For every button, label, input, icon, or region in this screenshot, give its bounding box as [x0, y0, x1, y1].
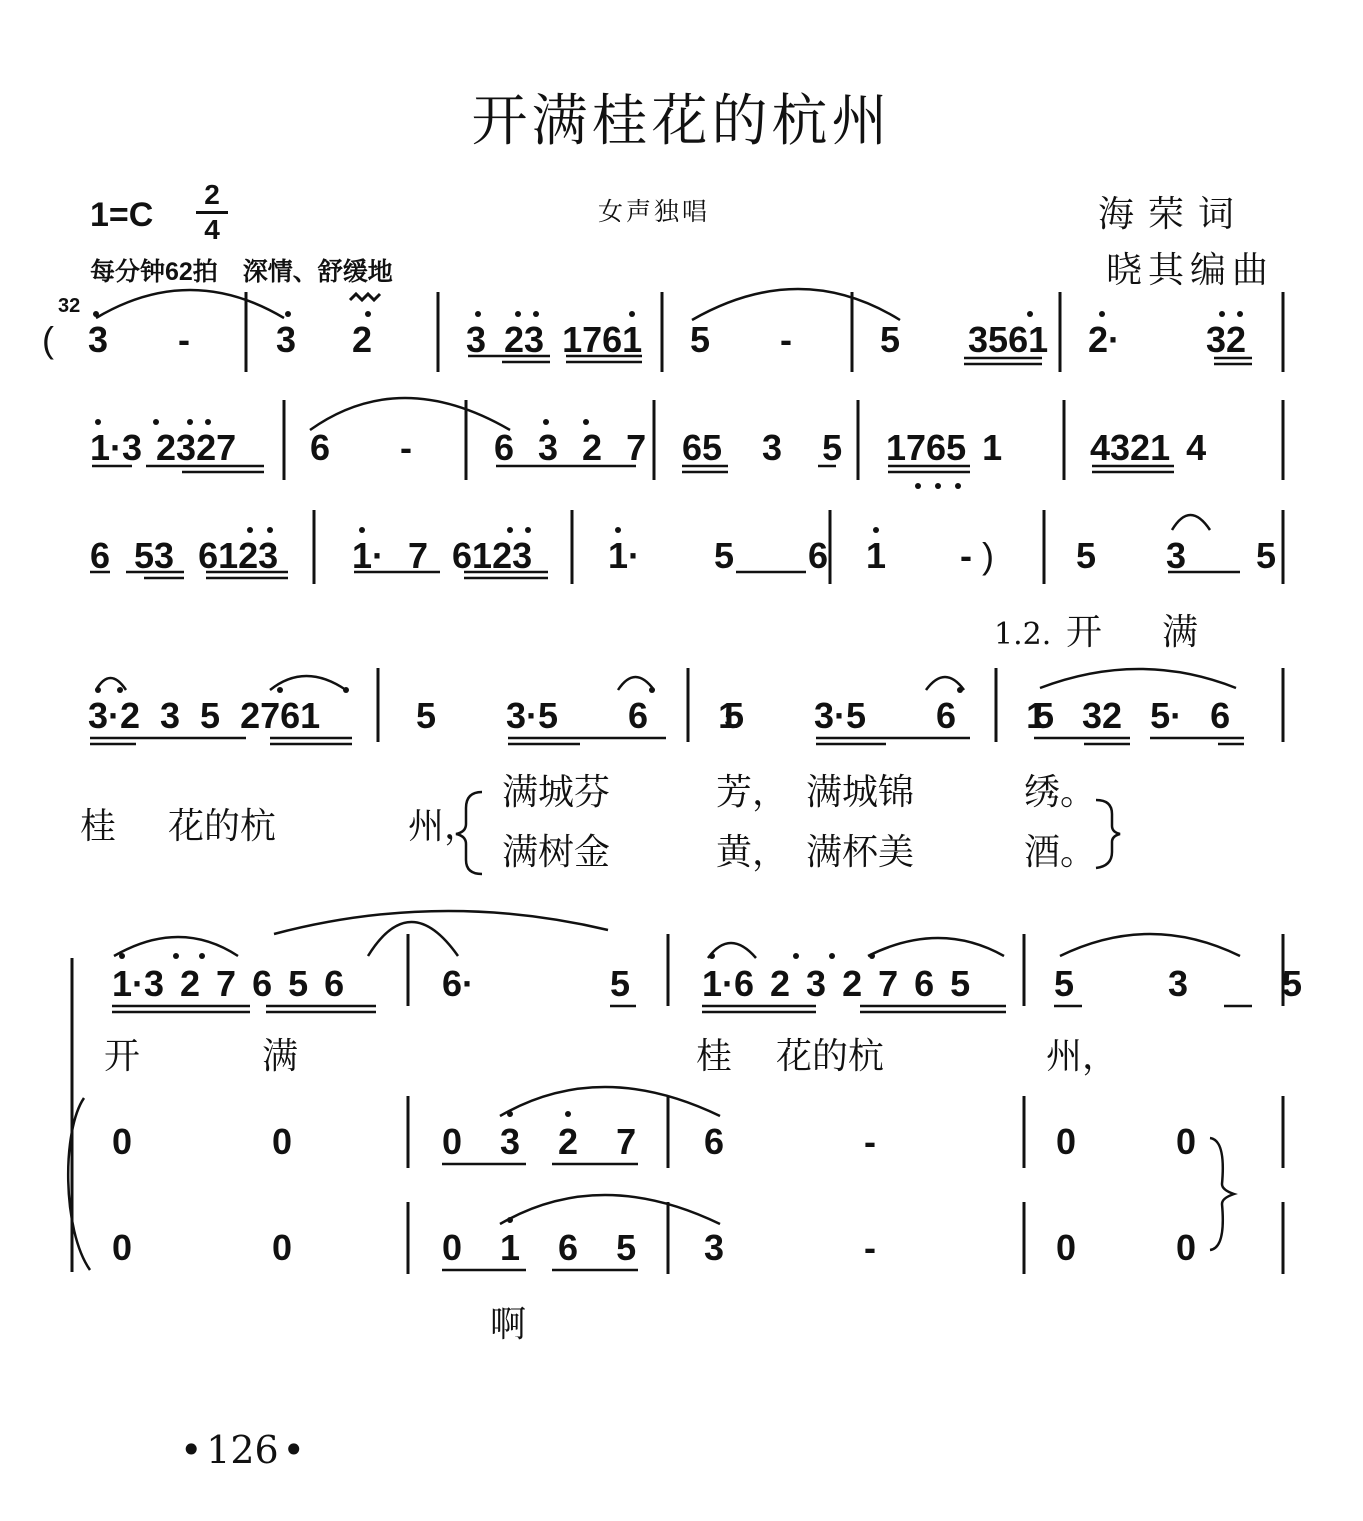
measure-15: 1· 5 6	[608, 535, 829, 576]
measure-18: 3·2 3 5 2761	[88, 695, 321, 736]
lyric-kai-2: 开	[104, 1036, 141, 1077]
line-5	[104, 963, 1302, 1345]
measure-3: 3 23 1761	[466, 319, 643, 360]
verse2-lyric-1: 满树金	[502, 832, 611, 873]
line-3	[90, 535, 1276, 653]
measure-9: 6 3 2 7	[494, 427, 647, 468]
lyric-huadehang-2: 花的杭	[776, 1036, 885, 1077]
measure-22: 1·3 2 7 6 5 6	[112, 963, 345, 1004]
harmony-upper-m1: 0 0	[112, 1121, 293, 1162]
harmony-lower-m4: 0 0	[1056, 1227, 1197, 1268]
measure-16: 1 -	[866, 535, 973, 576]
harmony-lower-m2: 0 1 6 5	[442, 1227, 637, 1268]
measure-14: 1· 7 6123	[352, 535, 533, 576]
harmony-lower-m3: 3 -	[704, 1227, 877, 1268]
verse2-lyric-3: 满杯美	[806, 832, 915, 873]
measure-10: 65 3 5	[682, 427, 843, 468]
octave-dots	[93, 311, 1243, 1223]
measure-20: 5 3·5 6 1	[724, 695, 1047, 736]
measure-23: 6· 5	[442, 963, 631, 1004]
verse1-lyric-1: 满城芬	[502, 772, 611, 813]
verse-number: 1.2.	[994, 617, 1052, 652]
composer-credit: 晓其编曲	[1106, 250, 1275, 291]
harmony-upper-m2: 0 3 2 7	[442, 1121, 637, 1162]
lyric-gui-2: 桂	[696, 1036, 733, 1077]
measure-11: 1765 1	[886, 427, 1003, 468]
harmony-upper-m4: 0 0	[1056, 1121, 1197, 1162]
lyric-man-2: 满	[262, 1036, 299, 1077]
verse2-lyric-4: 酒。	[1024, 832, 1097, 873]
verse1-lyric-3: 满城锦	[806, 772, 915, 813]
lyric-zhou-2: 州，	[1046, 1036, 1119, 1077]
line-1	[42, 295, 1246, 360]
key-signature: 1=C	[90, 196, 154, 234]
measure-4: 5 -	[690, 319, 793, 360]
measure-17: 5 3 5	[1076, 535, 1277, 576]
song-title: 开满桂花的杭州	[471, 89, 892, 154]
open-paren: (	[42, 319, 54, 360]
measure-12: 4321 4	[1090, 427, 1207, 468]
trill-mark	[350, 294, 380, 300]
harmony-lower-m1: 0 0	[112, 1227, 293, 1268]
time-signature-bottom: 4	[204, 214, 220, 245]
measure-8: 6 -	[310, 427, 413, 468]
lyric-kai: 开	[1066, 612, 1103, 653]
lyric-man: 满	[1162, 612, 1199, 653]
grace-notes: 32	[58, 295, 81, 317]
verse2-lyric-2: 黄，	[716, 832, 789, 873]
measure-6: 2· 32	[1088, 319, 1247, 360]
harmony-upper-m3: 6 -	[704, 1121, 877, 1162]
page-number: • 126 •	[180, 1428, 305, 1472]
measure-5: 5 3561	[880, 319, 1049, 360]
page-number-value: 126	[206, 1428, 279, 1472]
close-paren: )	[982, 535, 994, 576]
measure-19: 5 3·5 6 1	[416, 695, 739, 736]
measure-24: 1·6 2 3 2 7 6 5	[702, 963, 971, 1004]
performance-note: 女声独唱	[598, 197, 711, 226]
lyric-zhou: 州，	[408, 806, 481, 847]
harmony-lyric-a: 啊	[490, 1304, 527, 1345]
tempo-marking: 每分钟62拍 深情、舒缓地	[90, 258, 393, 286]
line-4	[80, 695, 1230, 873]
measure-25: 5 3 5	[1054, 963, 1303, 1004]
line-2	[90, 427, 1206, 468]
lyricist-credit: 海荣词	[1098, 194, 1249, 235]
verse1-lyric-4: 绣。	[1024, 772, 1097, 813]
measure-13: 6 53 6123	[90, 535, 279, 576]
lyric-huadehang: 花的杭	[168, 806, 277, 847]
measure-1: 3 -	[88, 319, 191, 360]
measure-2: 3 2	[276, 319, 373, 360]
measure-21: 5 32 5· 6	[1034, 695, 1231, 736]
verse1-lyric-2: 芳，	[716, 772, 789, 813]
time-signature-top: 2	[204, 179, 220, 210]
measure-7: 1·3 2327	[90, 427, 237, 468]
lyric-gui: 桂	[80, 806, 117, 847]
